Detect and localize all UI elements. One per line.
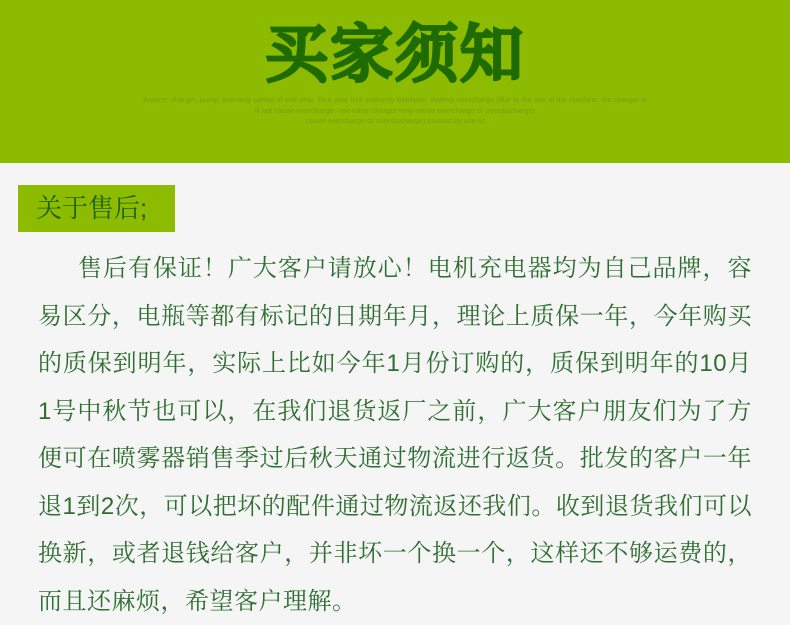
section-label-after-sales: 关于售后; [18, 185, 175, 232]
after-sales-paragraph: 售后有保证！广大客户请放心！电机充电器均为自己品牌，容易区分，电瓶等都有标记的日期年月，理论上质保一年，今年购买的质保到明年，实际上比如今年1月份订购的，质保到明年的10月1号中秋节也可以，在我们退货返厂之前，广大客户朋友们为了方便可在喷雾器销售季过后秋天通过物流进行返货。批发的客户一年退1到2次，可以把坏的配件通过物流返还我们。收到退货我们可以换新，或者退钱给客户，并非坏一个换一个，这样还不够运费的，而且还麻烦，希望客户理解。 [38, 255, 752, 615]
after-sales-section [0, 185, 790, 625]
banner [0, 0, 790, 163]
banner-subtitle-line-3: cause overcharge or overdischarge) caused by use or [305, 116, 485, 125]
banner-subtitle-line-2: ill not cause overcharge, use other charger may cause overcharge or overdischarge) [254, 105, 536, 115]
banner-subtitle-line-1: Battery, charger, pump: warranty period of one year. One year free warranty Baohuan. Battery overcharge (due to the use of the machine, the charger w [143, 95, 647, 104]
page-title: 买家须知 [265, 20, 525, 90]
banner-subtitle [0, 95, 790, 127]
